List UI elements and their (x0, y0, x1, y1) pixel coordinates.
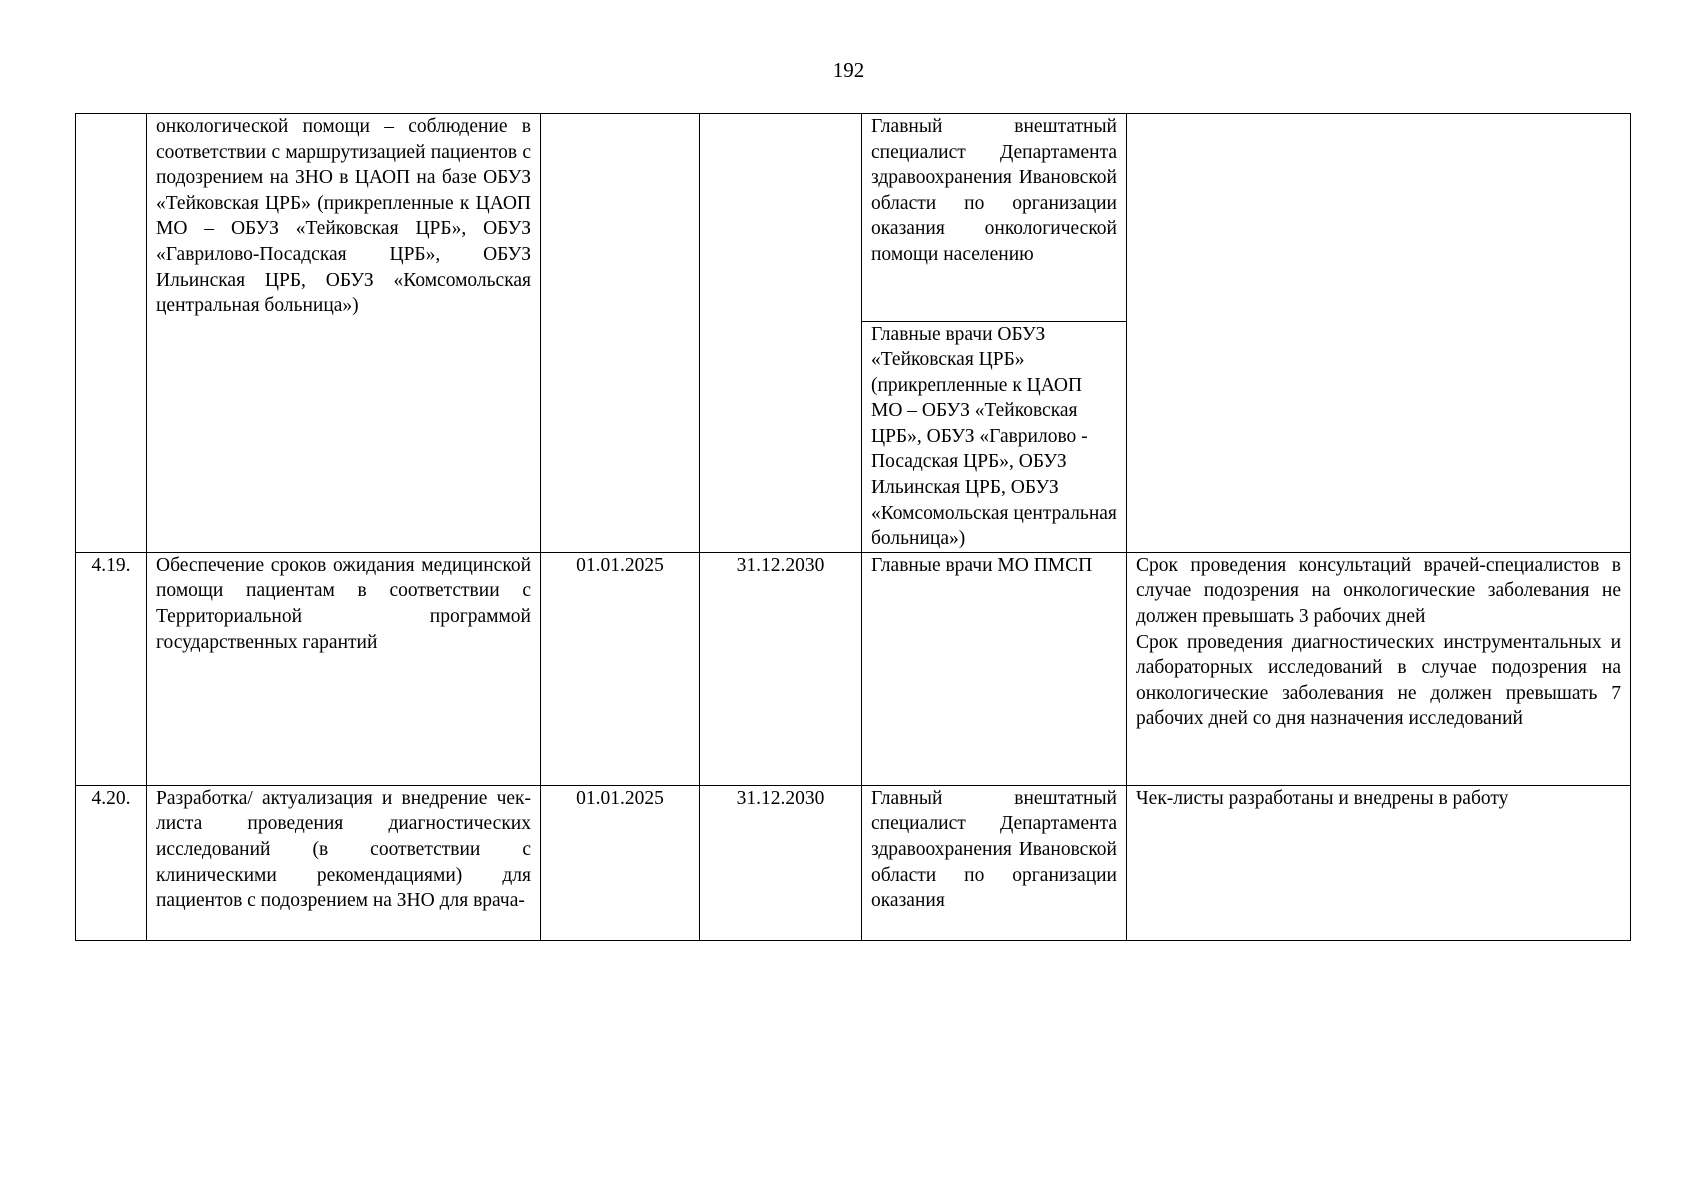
table-row (76, 552, 1631, 785)
result-paragraph: Чек-листы разработаны и внедрены в работу (1136, 787, 1509, 809)
end-date-cell (700, 114, 862, 553)
start-date-cell: 01.01.2025 (541, 552, 700, 785)
measures-table (75, 113, 1631, 941)
responsible-entry: Главный внештатный специалист Департамента здравоохранения Ивановской области по организации оказания онкологической помощи населению (871, 116, 1117, 265)
responsible-entry: Главные врачи ОБУЗ «Тейковская ЦРБ» (прикрепленные к ЦАОП МО – ОБУЗ «Тейковская ЦРБ», ОБУЗ «Гаврилово - Посадская ЦРБ», ОБУЗ Ильинская ЦРБ, ОБУЗ «Комсомольская центральная больница») (862, 321, 1126, 552)
activity-cell: Обеспечение сроков ожидания медицинской помощи пациентам в соответствии с Территориальной программой государственных гарантий (147, 552, 541, 785)
row-number-cell: 4.20. (76, 785, 147, 940)
activity-cell: онкологической помощи – соблюдение в соответствии с маршрутизацией пациентов с подозрением на ЗНО в ЦАОП на базе ОБУЗ «Тейковская ЦРБ» (прикрепленные к ЦАОП МО – ОБУЗ «Тейковская ЦРБ», ОБУЗ «Гаврилово-Посадская ЦРБ», ОБУЗ Ильинская ЦРБ, ОБУЗ «Комсомольская центральная больница») (147, 114, 541, 553)
row-number-cell: 4.19. (76, 552, 147, 785)
table-row (76, 114, 1631, 553)
page-number: 192 (832, 58, 865, 82)
result-cell (1127, 552, 1631, 785)
start-date-cell: 01.01.2025 (541, 785, 700, 940)
responsible-cell: Главный внештатный специалист Департамента здравоохранения Ивановской области по организации оказания (862, 785, 1127, 940)
end-date-cell: 31.12.2030 (700, 785, 862, 940)
table-row (76, 785, 1631, 940)
row-number-cell (76, 114, 147, 553)
result-cell (1127, 114, 1631, 553)
end-date-cell: 31.12.2030 (700, 552, 862, 785)
responsible-subtable (862, 114, 1126, 552)
responsible-cell (862, 114, 1127, 553)
result-paragraph: Срок проведения диагностических инструментальных и лабораторных исследований в случае подозрения на онкологические заболевания не должен превышать 7 рабочих дней со дня назначения исследований (1136, 631, 1621, 730)
result-cell (1127, 785, 1631, 940)
result-paragraph: Срок проведения консультаций врачей-специалистов в случае подозрения на онкологические заболевания не должен превышать 3 рабочих дней (1136, 554, 1621, 628)
start-date-cell (541, 114, 700, 553)
responsible-cell: Главные врачи МО ПМСП (862, 552, 1127, 785)
activity-cell: Разработка/ актуализация и внедрение чек-листа проведения диагностических исследований (в соответствии с клиническими рекомендациями) для пациентов с подозрением на ЗНО для врача- (147, 785, 541, 940)
